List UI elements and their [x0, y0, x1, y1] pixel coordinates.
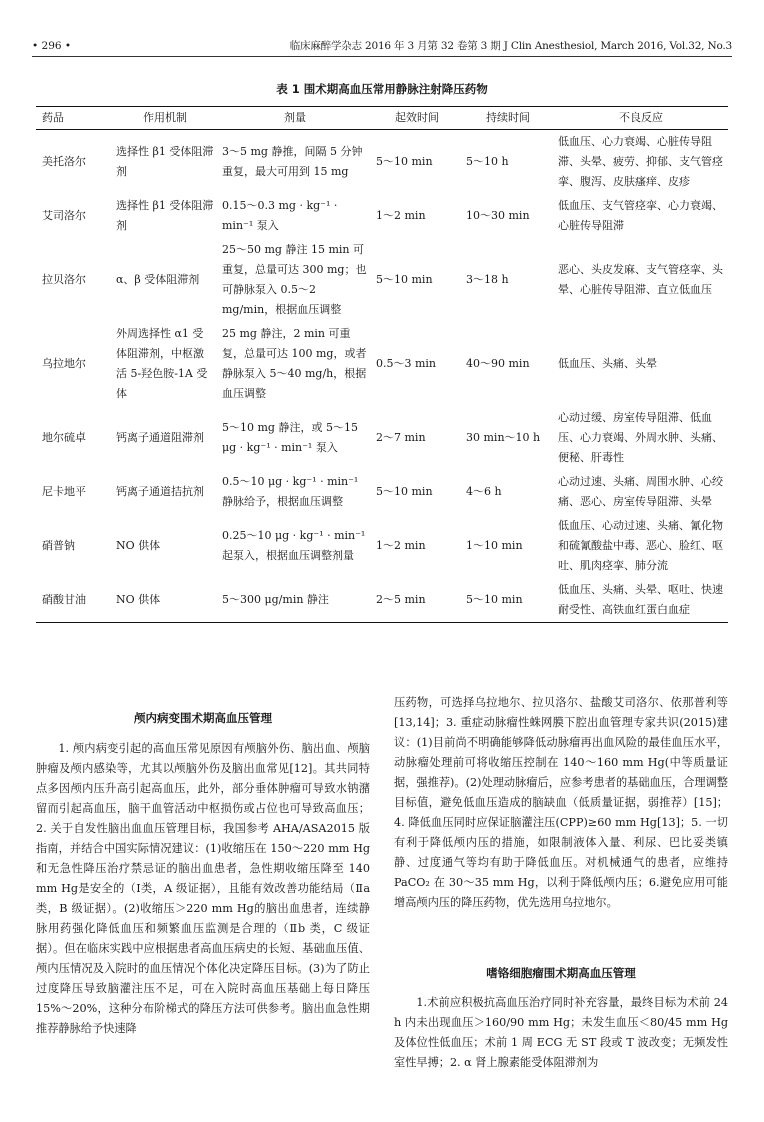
cell-onset: 1～2 min: [376, 209, 426, 222]
cell-duration: 30 min～10 h: [466, 431, 541, 444]
cell-mechanism: 钙离子通道阻滞剂: [116, 431, 204, 444]
drug-table: [36, 106, 728, 623]
cell-adverse: 低血压、头痛、头晕、呕吐、快速耐受性、高铁血红蛋白血症: [558, 583, 723, 616]
cell-onset: 5～10 min: [376, 273, 433, 286]
cell-duration: 3～18 h: [466, 273, 509, 286]
cell-adverse: 低血压、心力衰竭、心脏传导阻滞、头晕、疲劳、抑郁、支气管痉挛、腹泻、皮肤瘙痒、皮疹: [558, 135, 723, 188]
cell-duration: 5～10 h: [466, 155, 509, 168]
cell-dose: 5～300 μg/min 静注: [222, 593, 329, 606]
cell-duration: 5～10 min: [466, 593, 523, 606]
header-duration: 持续时间: [486, 111, 530, 124]
table-row: [36, 578, 728, 623]
table-row: [36, 238, 728, 322]
table-row: [36, 470, 728, 514]
cell-drug: 硝酸甘油: [42, 593, 86, 606]
cell-dose: 0.5～10 μg · kg⁻¹ · min⁻¹ 静脉给予，根据血压调整: [222, 475, 359, 508]
cell-mechanism: NO 供体: [116, 539, 161, 552]
cell-adverse: 低血压、头痛、头晕: [558, 357, 657, 370]
page-header: [32, 37, 732, 55]
cell-mechanism: 外周选择性 α1 受体阻滞剂，中枢激活 5-羟色胺-1A 受体: [116, 327, 208, 400]
cell-duration: 4～6 h: [466, 485, 502, 498]
left-column-text: [36, 739, 370, 1039]
table-header-row: [36, 107, 728, 130]
cell-onset: 0.5～3 min: [376, 357, 437, 370]
cell-mechanism: 钙离子通道拮抗剂: [116, 485, 204, 498]
cell-adverse: 恶心、头皮发麻、支气管痉挛、头晕、心脏传导阻滞、直立低血压: [558, 263, 723, 296]
header-dose: 剂量: [284, 111, 306, 124]
cell-drug: 拉贝洛尔: [42, 273, 86, 286]
paragraph: 1.术前应积极抗高血压治疗同时补充容量，最终目标为术前 24 h 内未出现血压＞160/90 mm Hg；未发生血压＜80/45 mm Hg及体位性低血压；术前 1 周 ECG 无 ST 段或 T 波改变；无频发性室性早搏；2. α 肾上腺素能受体阻滞剂为: [394, 996, 728, 1069]
cell-adverse: 低血压、支气管痉挛、心力衰竭、心脏传导阻滞: [558, 199, 723, 232]
cell-adverse: 心动过缓、房室传导阻滞、低血压、心力衰竭、外周水肿、头痛、便秘、肝毒性: [558, 411, 723, 464]
header-adverse: 不良反应: [619, 111, 663, 124]
cell-mechanism: α、β 受体阻滞剂: [116, 273, 200, 286]
cell-duration: 1～10 min: [466, 539, 523, 552]
header-onset: 起效时间: [395, 111, 439, 124]
cell-mechanism: 选择性 β1 受体阻滞剂: [116, 145, 214, 178]
cell-drug: 尼卡地平: [42, 485, 86, 498]
paragraph: 1. 颅内病变引起的高血压常见原因有颅脑外伤、脑出血、颅脑肿瘤及颅内感染等，尤其以颅脑外伤及脑出血常见[12]。其共同特点多因颅内压升高引起高血压，此外，部分垂体肿瘤可导致水钠潴留而引起高血压，脑干血管活动中枢损伤或占位也可导致高血压；2. 关于自发性脑出血血压管理目标，我国参考 AHA/ASA2015 版指南，并结合中国实际情况建议：(1)收缩压在 150～220 mm Hg和无急性降压治疗禁忌证的脑出血患者，急性期收缩压降至 140 mm Hg是安全的（Ⅰ类，A 级证据），且能有效改善功能结局（Ⅱa 类，B 级证据）。(2)收缩压＞220 mm Hg的脑出血患者，连续静脉用药强化降低血压和频繁血压监测是合理的（Ⅱb 类，C 级证据）。但在临床实践中应根据患者高血压病史的长短、基础血压值、颅内压情况及入院时的血压情况个体化决定降压目标。(3)为了防止过度降压导致脑灌注压不足，可在入院时高血压基础上每日降压 15%～20%，这种分布阶梯式的降压方法可供参考。脑出血急性期推荐静脉给予快速降: [36, 742, 370, 1035]
cell-onset: 5～10 min: [376, 485, 433, 498]
cell-duration: 40～90 min: [466, 357, 530, 370]
cell-duration: 10～30 min: [466, 209, 530, 222]
right-column-text-2: [394, 993, 728, 1073]
table-row: [36, 194, 728, 238]
cell-adverse: 低血压、心动过速、头痛、氰化物和硫氰酸盐中毒、恶心、脸红、呕吐、肌肉痉挛、肺分流: [558, 519, 723, 572]
page-number: • 296 •: [32, 40, 72, 52]
right-column-text: [394, 693, 728, 913]
cell-drug: 硝普钠: [42, 539, 75, 552]
cell-drug: 艾司洛尔: [42, 209, 86, 222]
cell-dose: 0.15～0.3 mg · kg⁻¹ · min⁻¹ 泵入: [222, 199, 338, 232]
section-title-intracranial: 颅内病变围术期高血压管理: [134, 711, 272, 725]
cell-mechanism: 选择性 β1 受体阻滞剂: [116, 199, 214, 232]
table-row: [36, 322, 728, 406]
cell-dose: 0.25～10 μg · kg⁻¹ · min⁻¹ 起泵入，根据血压调整剂量: [222, 529, 366, 562]
cell-adverse: 心动过速、头痛、周围水肿、心绞痛、恶心、房室传导阻滞、头晕: [558, 475, 723, 508]
cell-drug: 美托洛尔: [42, 155, 86, 168]
paragraph-continued: 压药物，可选择乌拉地尔、拉贝洛尔、盐酸艾司洛尔、依那普利等[13,14]；3. 重症动脉瘤性蛛网膜下腔出血管理专家共识(2015)建议：(1)目前尚不明确能够降低动脉瘤再出血风险的最佳血压水平，动脉瘤处理前可将收缩压控制在 140～160 mm Hg(中等质量证据，强推荐)。(2)处理动脉瘤后，应参考患者的基础血压，合理调整目标值，避免低血压造成的脑缺血（低质量证据，弱推荐）[15]；4. 降低血压同时应保证脑灌注压(CPP)≥60 mm Hg[13]；5. 一切有利于降低颅内压的措施，如限制液体入量、利尿、巴比妥类镇静、过度通气等均有助于降低血压。对机械通气的患者，应维持 PaCO₂ 在 30～35 mm Hg，以利于降低颅内压；6.避免应用可能增高颅内压的降压药物，优先选用乌拉地尔。: [394, 696, 728, 909]
table-row: [36, 130, 728, 195]
cell-onset: 1～2 min: [376, 539, 426, 552]
cell-drug: 乌拉地尔: [42, 357, 86, 370]
cell-dose: 25 mg 静注，2 min 可重复，总量可达 100 mg，或者静脉泵入 5～40 mg/h，根据血压调整: [222, 327, 367, 400]
cell-dose: 25～50 mg 静注 15 min 可重复，总量可达 300 mg；也可静脉泵入 0.5～2 mg/min，根据血压调整: [222, 243, 367, 316]
cell-mechanism: NO 供体: [116, 593, 161, 606]
cell-drug: 地尔硫卓: [42, 431, 86, 444]
header-drug: 药品: [42, 111, 64, 124]
table-caption: 表 1 围术期高血压常用静脉注射降压药物: [276, 82, 488, 96]
cell-dose: 3～5 mg 静推，间隔 5 分钟重复，最大可用到 15 mg: [222, 145, 363, 178]
cell-onset: 2～5 min: [376, 593, 426, 606]
journal-citation: 临床麻醉学杂志 2016 年 3 月第 32 卷第 3 期 J Clin Anesthesiol, March 2016, Vol.32, No.3: [289, 40, 732, 52]
cell-onset: 5～10 min: [376, 155, 433, 168]
cell-dose: 5～10 mg 静注，或 5～15 μg · kg⁻¹ · min⁻¹ 泵入: [222, 421, 358, 454]
cell-onset: 2～7 min: [376, 431, 426, 444]
header-mechanism: 作用机制: [143, 111, 187, 124]
table-row: [36, 406, 728, 470]
header-rule: [32, 56, 732, 57]
section-title-pheochromocytoma: 嗜铬细胞瘤围术期高血压管理: [486, 966, 636, 980]
table-row: [36, 514, 728, 578]
